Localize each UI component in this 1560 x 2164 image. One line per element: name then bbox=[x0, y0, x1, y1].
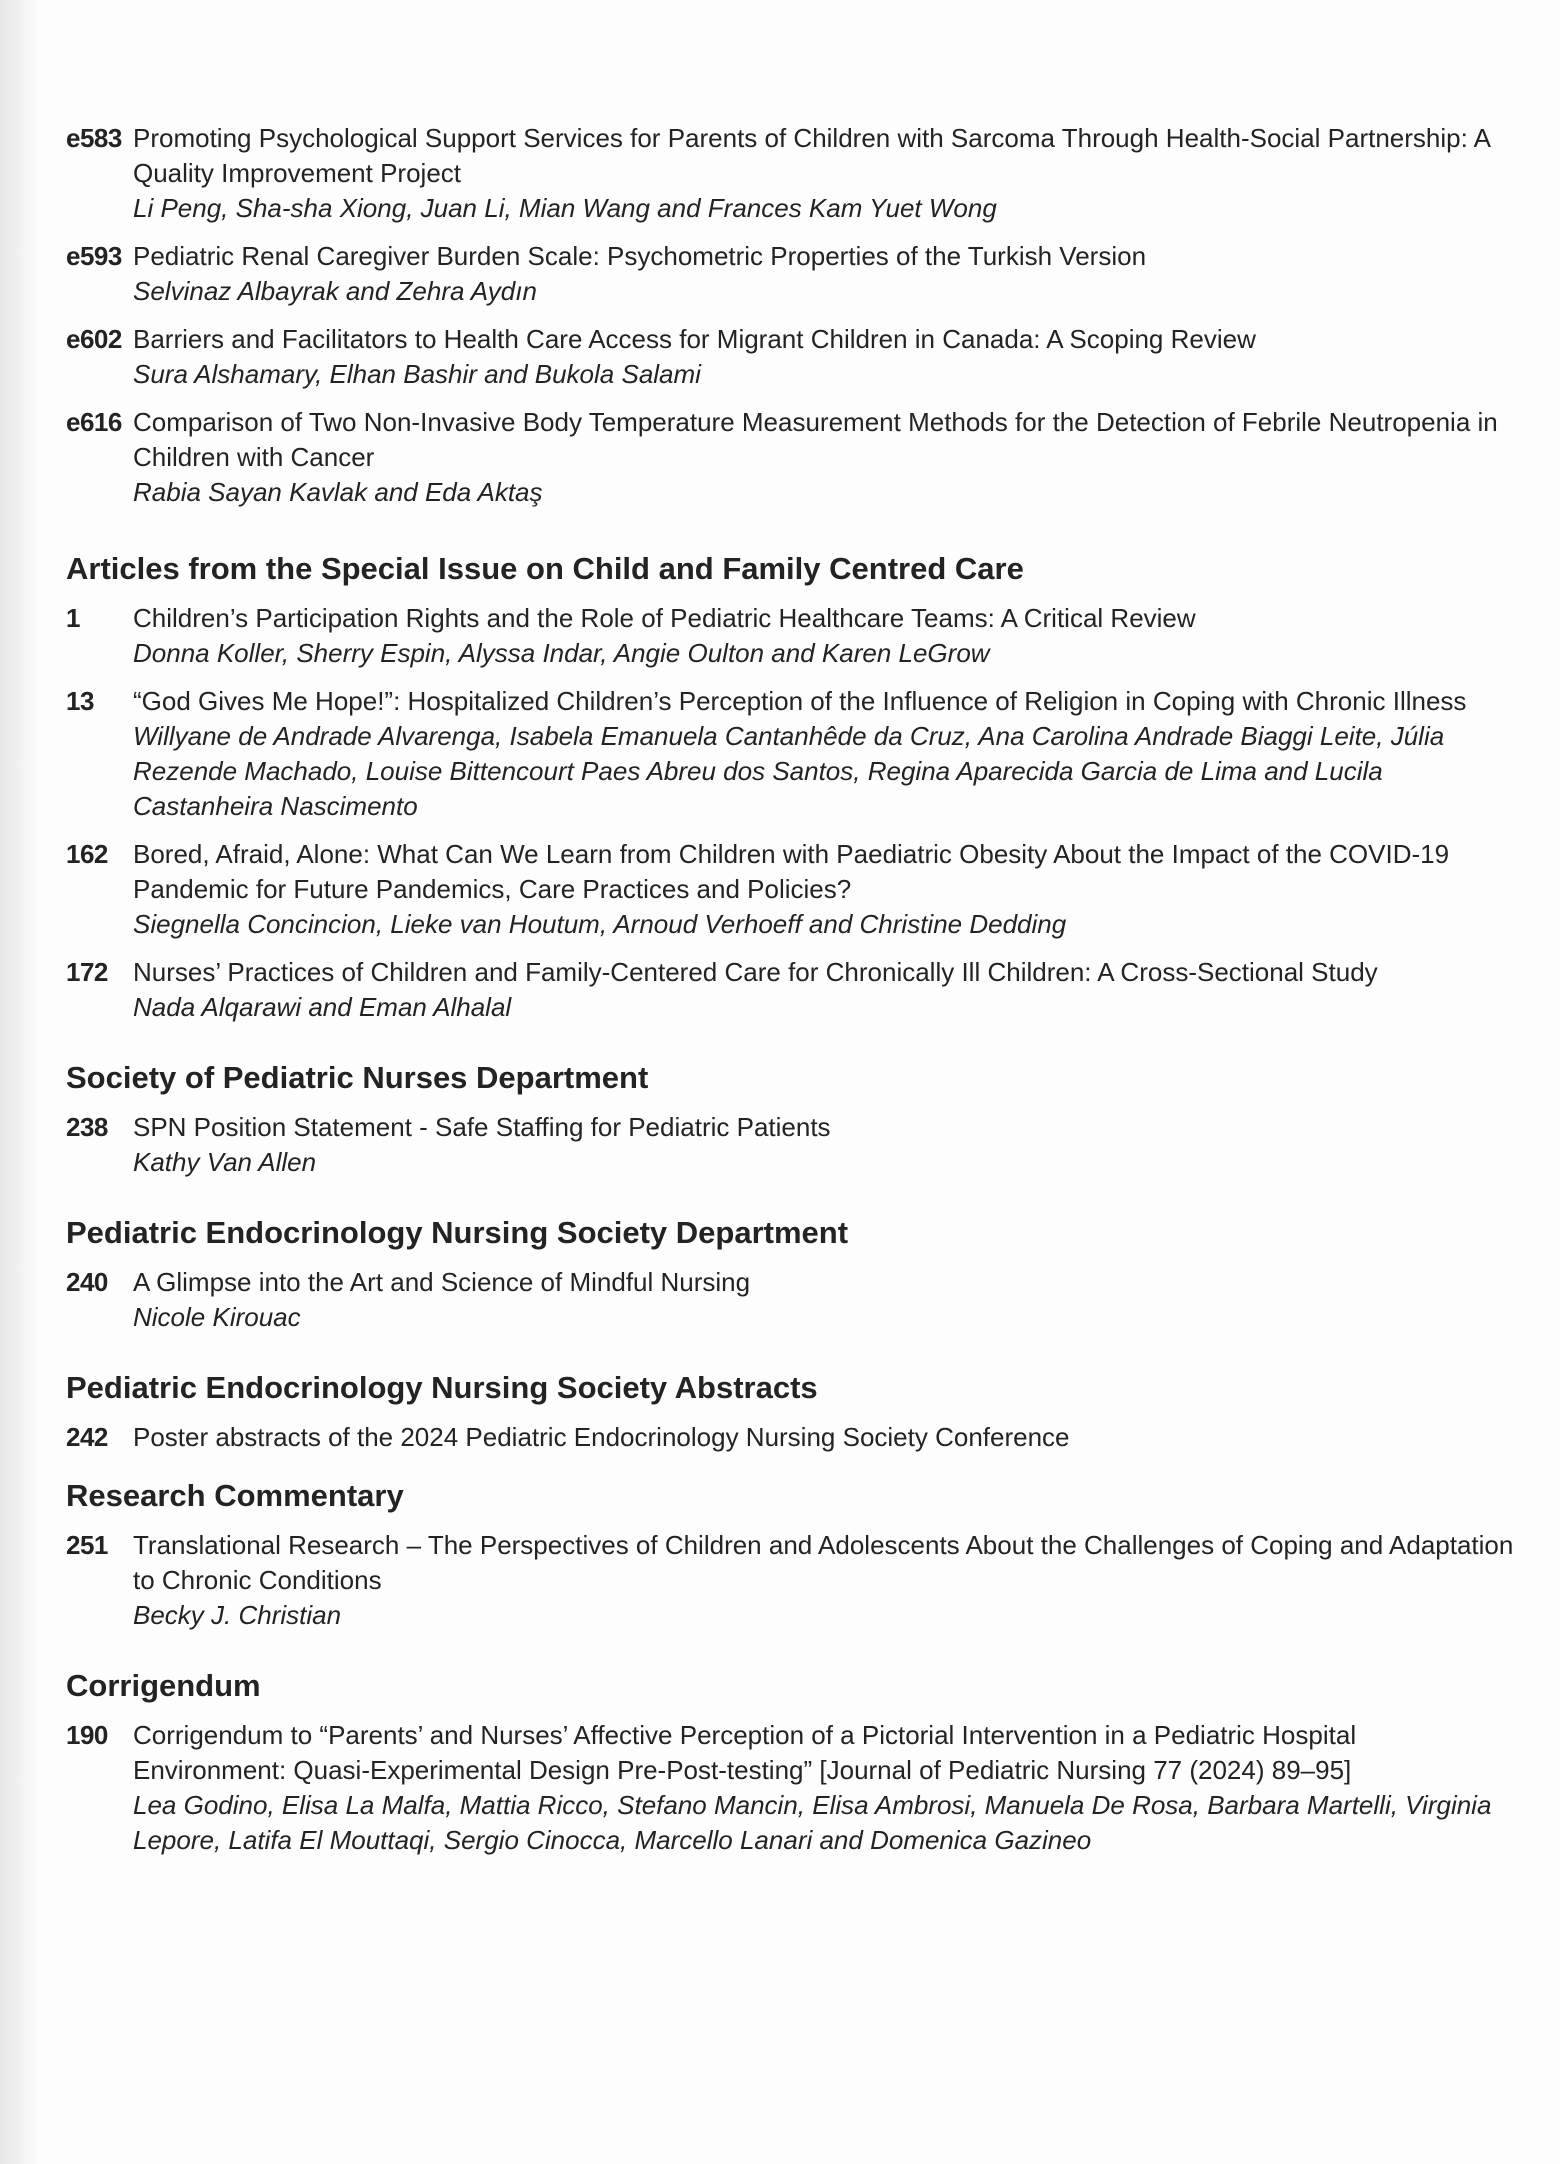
article-authors: Siegnella Concincion, Lieke van Houtum, Arnoud Verhoeff and Christine Dedding bbox=[133, 909, 1067, 939]
section-heading-corrigendum: Corrigendum bbox=[66, 1668, 261, 1703]
page-number: e593 bbox=[66, 241, 122, 271]
toc-entry[interactable] bbox=[66, 239, 1516, 309]
article-title[interactable]: SPN Position Statement - Safe Staffing for Pediatric Patients bbox=[133, 1112, 831, 1142]
toc-entry[interactable] bbox=[66, 121, 1516, 226]
article-authors: Becky J. Christian bbox=[133, 1600, 342, 1630]
toc-entry[interactable] bbox=[66, 1110, 1516, 1180]
toc-entry[interactable] bbox=[66, 955, 1516, 1025]
page-number: 251 bbox=[66, 1530, 108, 1560]
article-authors: Li Peng, Sha-sha Xiong, Juan Li, Mian Wang and Frances Kam Yuet Wong bbox=[133, 193, 997, 223]
section-heading-special-issue: Articles from the Special Issue on Child and Family Centred Care bbox=[66, 551, 1024, 586]
article-title[interactable]: Barriers and Facilitators to Health Care Access for Migrant Children in Canada: A Scoping Review bbox=[133, 324, 1256, 354]
toc-entry[interactable] bbox=[66, 1420, 1516, 1455]
toc-entry[interactable] bbox=[66, 322, 1516, 392]
page-number: 240 bbox=[66, 1267, 108, 1297]
page-number: e616 bbox=[66, 407, 122, 437]
page-edge-shadow bbox=[0, 0, 40, 2164]
article-title[interactable]: Corrigendum to “Parents’ and Nurses’ Affective Perception of a Pictorial Intervention in a Pediatric Hospital Environment: Quasi-Experimental Design Pre-Post-testing” [Journal of Pediatric Nursing 77 (2024) 89–95] bbox=[133, 1720, 1357, 1785]
article-title[interactable]: Poster abstracts of the 2024 Pediatric Endocrinology Nursing Society Conference bbox=[133, 1422, 1070, 1452]
toc-entry[interactable] bbox=[66, 684, 1516, 824]
toc-entry[interactable] bbox=[66, 601, 1516, 671]
page-number: 162 bbox=[66, 839, 108, 869]
page-number: e602 bbox=[66, 324, 122, 354]
article-title[interactable]: Children’s Participation Rights and the Role of Pediatric Healthcare Teams: A Critical Review bbox=[133, 603, 1196, 633]
page-number: 13 bbox=[66, 686, 94, 716]
section-heading-pens-abstracts: Pediatric Endocrinology Nursing Society Abstracts bbox=[66, 1370, 818, 1405]
section-heading-research-commentary: Research Commentary bbox=[66, 1478, 404, 1513]
article-authors: Selvinaz Albayrak and Zehra Aydın bbox=[133, 276, 537, 306]
article-authors: Sura Alshamary, Elhan Bashir and Bukola Salami bbox=[133, 359, 701, 389]
toc-entry[interactable] bbox=[66, 405, 1516, 510]
toc-entry[interactable] bbox=[66, 1265, 1516, 1335]
toc-entry[interactable] bbox=[66, 1718, 1516, 1858]
article-title[interactable]: Translational Research – The Perspectives of Children and Adolescents About the Challenges of Coping and Adaptation to Chronic Conditions bbox=[133, 1530, 1514, 1595]
page-number: 238 bbox=[66, 1112, 108, 1142]
article-authors: Nicole Kirouac bbox=[133, 1302, 301, 1332]
section-heading-pens-department: Pediatric Endocrinology Nursing Society Department bbox=[66, 1215, 849, 1250]
page-number: 1 bbox=[66, 603, 80, 633]
article-title[interactable]: A Glimpse into the Art and Science of Mindful Nursing bbox=[133, 1267, 751, 1297]
table-of-contents bbox=[66, 121, 1516, 1871]
page-number: 242 bbox=[66, 1422, 108, 1452]
article-title[interactable]: Comparison of Two Non-Invasive Body Temperature Measurement Methods for the Detection of Febrile Neutropenia in Children with Cancer bbox=[133, 407, 1498, 472]
article-authors: Willyane de Andrade Alvarenga, Isabela Emanuela Cantanhêde da Cruz, Ana Carolina Andrade Biaggi Leite, Júlia Rezende Machado, Louise Bittencourt Paes Abreu dos Santos, Regina Aparecida Garcia de Lima and Lucila Castanheira Nascimento bbox=[133, 721, 1445, 821]
article-title[interactable]: Nurses’ Practices of Children and Family-Centered Care for Chronically Ill Children: A Cross-Sectional Study bbox=[133, 957, 1378, 987]
article-authors: Kathy Van Allen bbox=[133, 1147, 317, 1177]
article-title[interactable]: Pediatric Renal Caregiver Burden Scale: Psychometric Properties of the Turkish Version bbox=[133, 241, 1147, 271]
article-authors: Rabia Sayan Kavlak and Eda Aktaş bbox=[133, 477, 543, 507]
page-number: 172 bbox=[66, 957, 108, 987]
page-number: e583 bbox=[66, 123, 122, 153]
article-title[interactable]: Promoting Psychological Support Services for Parents of Children with Sarcoma Through Health-Social Partnership: A Quality Improvement Project bbox=[133, 123, 1490, 188]
article-authors: Nada Alqarawi and Eman Alhalal bbox=[133, 992, 512, 1022]
article-title[interactable]: “God Gives Me Hope!”: Hospitalized Children’s Perception of the Influence of Religion in Coping with Chronic Illness bbox=[133, 686, 1467, 716]
article-authors: Donna Koller, Sherry Espin, Alyssa Indar, Angie Oulton and Karen LeGrow bbox=[133, 638, 990, 668]
section-heading-spn-department: Society of Pediatric Nurses Department bbox=[66, 1060, 649, 1095]
article-title[interactable]: Bored, Afraid, Alone: What Can We Learn from Children with Paediatric Obesity About the Impact of the COVID-19 Pandemic for Future Pandemics, Care Practices and Policies? bbox=[133, 839, 1450, 904]
page-number: 190 bbox=[66, 1720, 108, 1750]
article-authors: Lea Godino, Elisa La Malfa, Mattia Ricco, Stefano Mancin, Elisa Ambrosi, Manuela De Rosa, Barbara Martelli, Virginia Lepore, Latifa El Mouttaqi, Sergio Cinocca, Marcello Lanari and Domenica Gazineo bbox=[133, 1790, 1492, 1855]
toc-entry[interactable] bbox=[66, 1528, 1516, 1633]
toc-entry[interactable] bbox=[66, 837, 1516, 942]
